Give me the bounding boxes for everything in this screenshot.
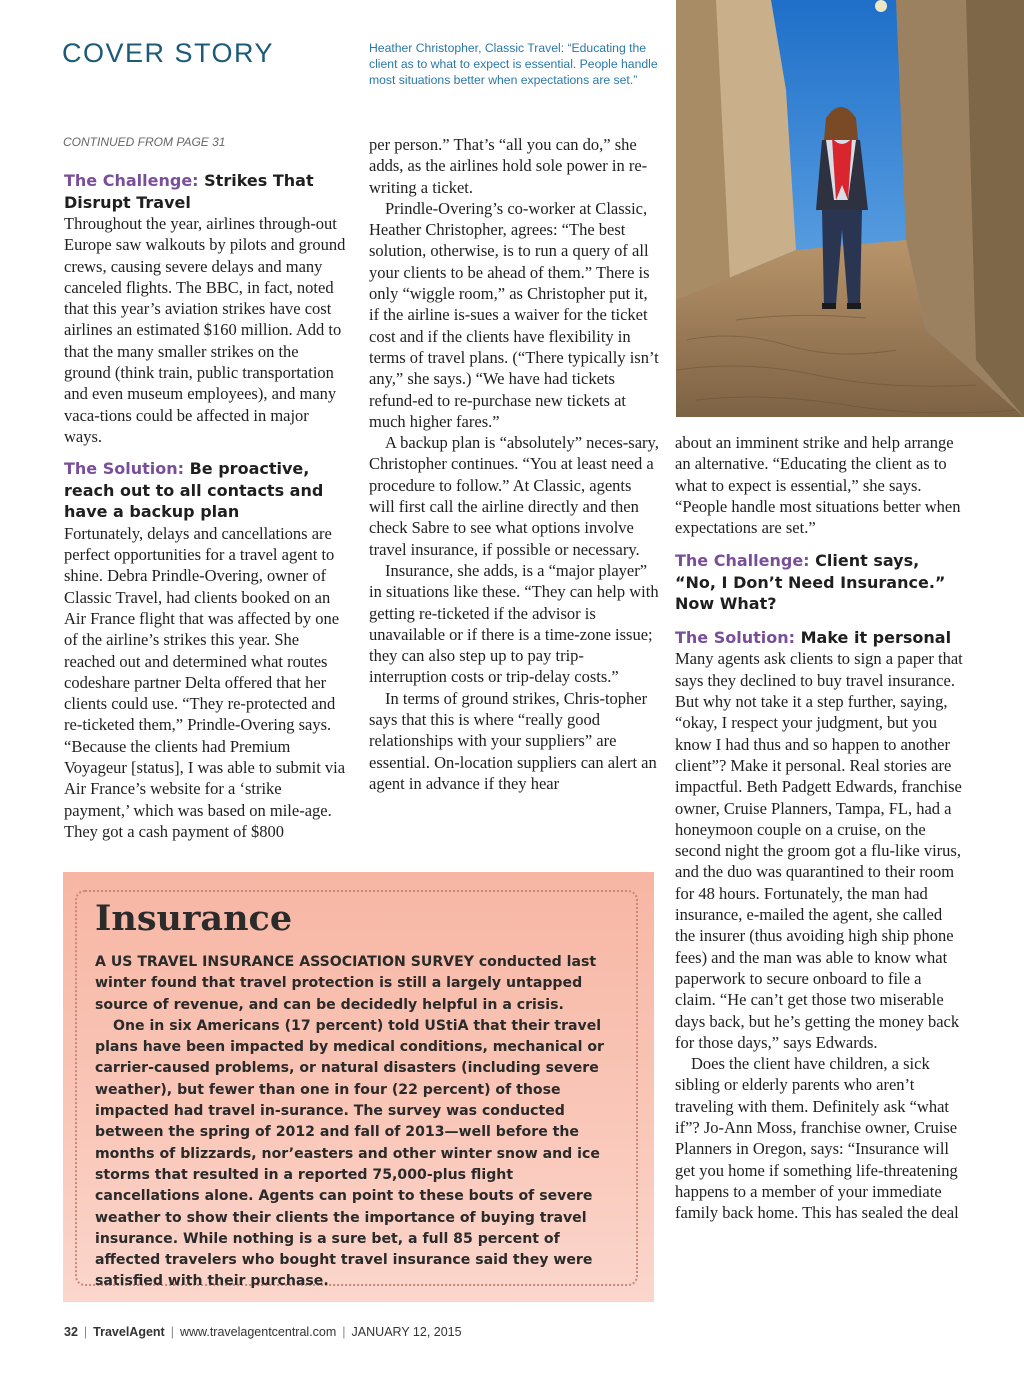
heading-keyword: The Challenge: bbox=[675, 551, 810, 571]
magazine-brand: TravelAgent bbox=[93, 1325, 165, 1339]
sidebar-lead: A US TRAVEL INSURANCE ASSOCIATION SURVEY bbox=[95, 954, 474, 970]
paragraph: A backup plan is “absolutely” neces-sary, Christopher continues. “You at least need a procedure to follow.” At Classic, agents will first call the airline directly and then check Sabre to see what options involve travel insurance, if possible or necessary. bbox=[369, 433, 659, 559]
challenge-heading-strikes bbox=[64, 170, 349, 213]
sidebar-paragraph: One in six Americans (17 percent) told UStiA that their travel plans have been impacted by medical conditions, mechanical or carrier-caused problems, or natural disasters (including severe weather), but fewer than one in four (22 percent) of those impacted had travel in-surance. The survey was conducted between the spring of 2012 and fall of 2013—well before the months of blizzards, nor’easters and other winter snow and ice storms that resulted in a reported 75,000-plus flight cancellations alone. Agents can point to these bouts of severe weather to show their clients the importance of buying travel insurance. While nothing is a sure bet, a full 85 percent of affected travelers who bought travel insurance said they were satisfied with their purchase. bbox=[95, 1017, 604, 1290]
footer-separator: | bbox=[83, 1325, 88, 1339]
paragraph: per person.” That’s “all you can do,” she adds, as the airlines hold sole power in re-writing a ticket. bbox=[369, 135, 648, 197]
sidebar-paragraph bbox=[95, 952, 620, 1016]
footer-separator: | bbox=[342, 1325, 346, 1339]
paragraph: In terms of ground strikes, Chris-topher says that this is where “really good relationships with your suppliers” are essential. On-location suppliers can alert an agent in advance if they hear bbox=[369, 688, 657, 793]
paragraph: Insurance, she adds, is a “major player” in situations like these. “They can help with getting re-ticketed if the advisor is unavailable or if there is a time-zone issue; they can also step up to pay trip-interruption costs or trip-delay costs.” bbox=[369, 560, 659, 687]
cover-photo bbox=[676, 0, 1024, 417]
paragraph: Fortunately, delays and cancellations are perfect opportunities for a travel agent to shine. Debra Prindle-Overing, owner of Classic Travel, had clients booked on an Air France flight that was affected by one of the airline’s strikes this year. She reached out and determined what routes codeshare partner Delta offered that her clients could use. “They re-protected and re-ticketed them,” Prindle-Overing says. “Because the clients had Premium Voyageur [status], I was able to submit via Air France’s website for a ‘strike payment,’ which was based on mile-age. They got a cash payment of $800 bbox=[64, 523, 346, 841]
paragraph: Prindle-Overing’s co-worker at Classic, Heather Christopher, agrees: “The best solution, otherwise, is to run a query of all your clients to be ahead of them.” There is only “wiggle room,” as Christopher put it, if the airline is-sues a waiver for the ticket cost and if the clients have flexibility in terms of travel plans. (“There typically isn’t any,” she says.) “We have had tickets refund-ed to re-purchase new tickets at much higher fares.” bbox=[369, 198, 659, 431]
insurance-sidebar bbox=[63, 872, 654, 1302]
page-footer bbox=[64, 1325, 462, 1339]
sidebar-body bbox=[95, 952, 620, 1293]
heading-text: Be proactive, reach out to all contacts and have a backup plan bbox=[64, 459, 324, 522]
heading-keyword: The Challenge: bbox=[64, 171, 199, 190]
section-title: COVER STORY bbox=[62, 38, 275, 68]
heading-text: Client says, “No, I Don’t Need Insurance.” Now What? bbox=[675, 551, 946, 614]
magazine-url: www.travelagentcentral.com bbox=[179, 1325, 337, 1339]
paragraph: Throughout the year, airlines through-out Europe saw walkouts by pilots and ground crews, causing severe delays and many canceled flights. The BBC, in fact, noted that this year’s aviation strikes have cost airlines an estimated $160 million. Add to that the many smaller strikes on the ground (think train, public transportation and even museum employees), and many vaca-tions could be affected in major ways. bbox=[64, 214, 346, 446]
continued-note: CONTINUED FROM PAGE 31 bbox=[63, 135, 226, 149]
heading-keyword: The Solution: bbox=[675, 627, 796, 647]
issue-date: JANUARY 12, 2015 bbox=[351, 1325, 462, 1339]
heading-text: Make it personal bbox=[800, 627, 952, 647]
paragraph: Does the client have children, a sick sibling or elderly parents who aren’t traveling with them. Definitely ask “what if”? Jo-Ann Moss, franchise owner, Cruise Planners in Oregon, says: “Insurance will get you home if something life-threatening happens to a member of your immediate family back home. This has sealed the deal bbox=[675, 1054, 959, 1223]
solution-heading-personal bbox=[675, 627, 965, 649]
footer-separator: | bbox=[170, 1325, 174, 1339]
challenge-heading-insurance bbox=[675, 550, 965, 615]
heading-text: Strikes That Disrupt Travel bbox=[64, 171, 314, 212]
column-2 bbox=[369, 134, 659, 794]
sidebar-title: Insurance bbox=[95, 898, 293, 939]
column-3 bbox=[675, 432, 965, 1224]
page-number: 32 bbox=[64, 1325, 78, 1339]
paragraph: about an imminent strike and help arrange an alternative. “Educating the client as to what to expect is essential,” she says. “People handle most situations better when expectations are set.” bbox=[675, 433, 961, 538]
street-photo-illustration bbox=[676, 0, 1024, 417]
solution-heading-proactive bbox=[64, 458, 349, 523]
sidebar-lead-rest: conducted last winter found that travel protection is still a largely untapped source of revenue, and can be decidedly helpful in a crisis. bbox=[95, 954, 597, 1013]
heading-keyword: The Solution: bbox=[64, 459, 185, 479]
paragraph: Many agents ask clients to sign a paper that says they declined to buy travel insurance. But why not take it a step further, saying, “okay, I respect your judgment, but you know I had thus and so happen to another client”? Make it personal. Real stories are impactful. Beth Padgett Edwards, franchise owner, Cruise Planners, Tampa, FL, had a honeymoon couple on a cruise, on the second night the groom got a flu-like virus, and the duo was quarantined to their room for 48 hours. Fortunately, the man had insurance, e-mailed the agent, she called the insurer (thus avoiding high ship phone fees) and the man was able to know what paperwork to secure onboard to file a claim. “He can’t get those two miserable days back, but he’s getting the money back for those days,” says Edwards. bbox=[675, 649, 963, 1052]
pull-quote: Heather Christopher, Classic Travel: “Educating the client as to what to expect is essential. People handle most situations better when expectations are set.” bbox=[369, 41, 658, 87]
column-1 bbox=[63, 135, 349, 842]
